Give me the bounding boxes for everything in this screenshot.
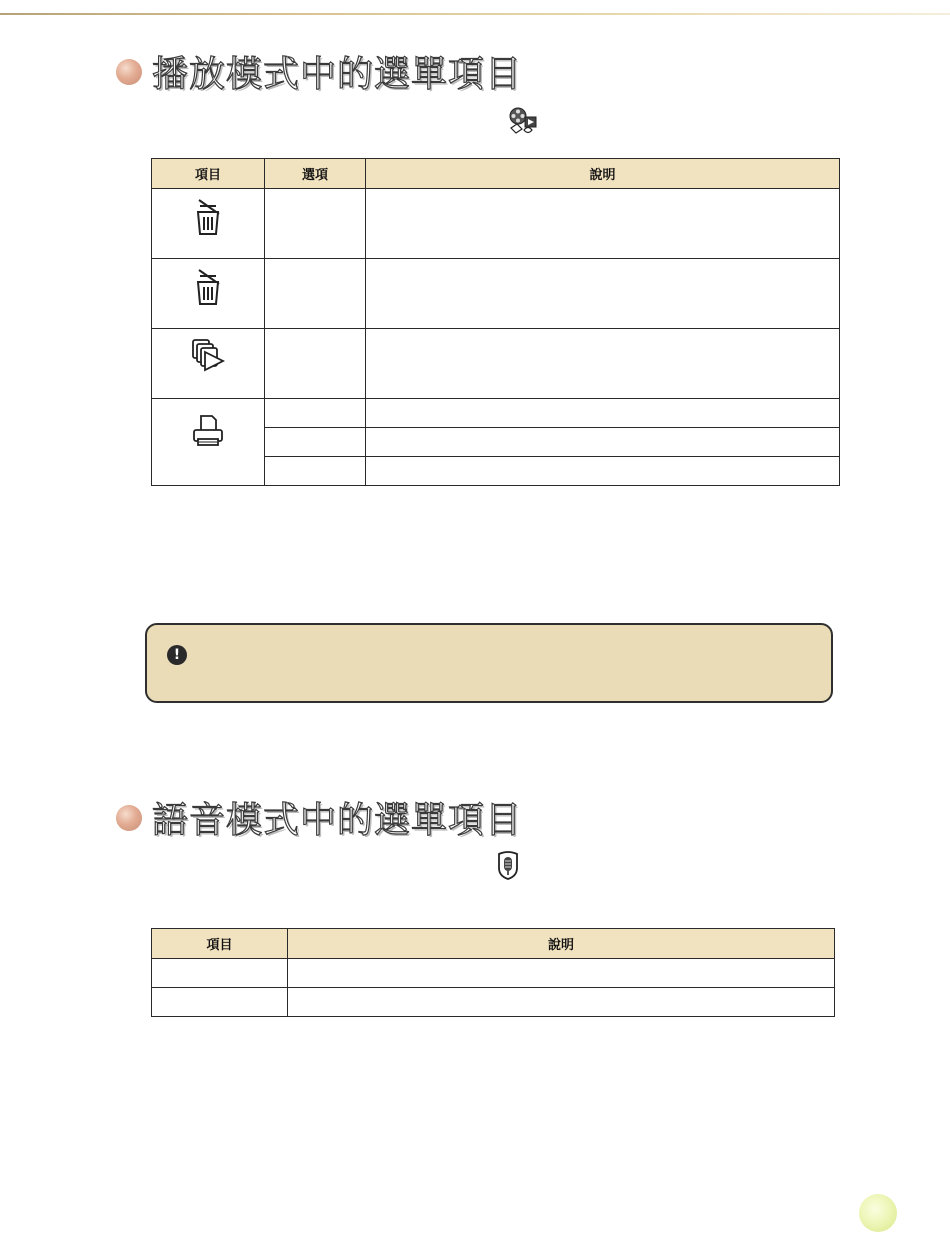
trash-icon: [191, 267, 225, 307]
heading-bullet: [116, 805, 142, 831]
table-header-row: [152, 929, 835, 959]
heading-bullet: [116, 59, 142, 85]
description-cell: [366, 259, 840, 329]
item-cell: [152, 988, 288, 1017]
table-header-row: [152, 159, 840, 189]
table-row: [152, 259, 840, 329]
description-cell: [366, 189, 840, 259]
table-row: [152, 189, 840, 259]
item-cell: [152, 259, 265, 329]
table-row: [152, 988, 835, 1017]
header-item: 項目: [152, 159, 265, 189]
section1-title: 播放模式中的選單項目: [152, 54, 523, 95]
header-description: 說明: [288, 929, 835, 959]
table-row: [152, 399, 840, 428]
item-cell: [152, 399, 265, 486]
section2-heading: [116, 792, 522, 843]
header-option: 選項: [265, 159, 366, 189]
item-cell: [152, 329, 265, 399]
header-item: 項目: [152, 929, 288, 959]
option-cell: [265, 259, 366, 329]
slideshow-icon: [190, 337, 226, 375]
item-cell: [152, 959, 288, 988]
description-cell: [366, 329, 840, 399]
description-cell: [288, 988, 835, 1017]
page-number-marker: [859, 1194, 897, 1232]
description-cell: [366, 428, 840, 457]
option-cell: [265, 189, 366, 259]
description-cell: [288, 959, 835, 988]
description-cell: [366, 399, 840, 428]
voice-mode-icon: [496, 851, 520, 881]
playback-mode-icon: [507, 106, 539, 136]
header-description: 說明: [366, 159, 840, 189]
option-cell: [265, 399, 366, 428]
option-cell: [265, 428, 366, 457]
table-row: [152, 959, 835, 988]
trash-icon: [191, 197, 225, 237]
playback-menu-table: [151, 158, 840, 486]
printer-icon: [190, 413, 226, 449]
section1-heading: [116, 46, 522, 97]
item-cell: [152, 189, 265, 259]
section2-title: 語音模式中的選單項目: [152, 800, 523, 841]
voice-menu-table: [151, 928, 835, 1017]
option-cell: [265, 457, 366, 486]
top-rule: [0, 13, 950, 15]
description-cell: [366, 457, 840, 486]
option-cell: [265, 329, 366, 399]
table-row: [152, 329, 840, 399]
exclamation-icon: !: [167, 645, 187, 665]
note-box: [145, 623, 833, 703]
